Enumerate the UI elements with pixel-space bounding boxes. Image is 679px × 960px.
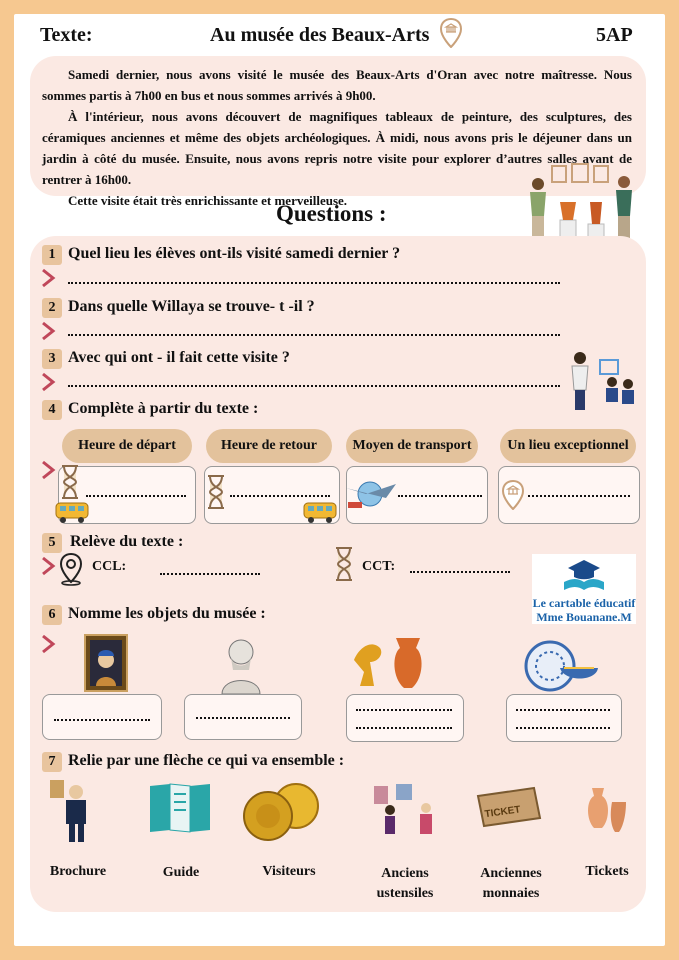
ccl-label: CCL: <box>92 559 127 574</box>
header-label: Texte: <box>40 24 93 46</box>
chevron-right-icon <box>40 268 58 288</box>
match-label-brochure: Brochure <box>49 864 107 879</box>
dots-object-3a <box>356 708 452 711</box>
logo-line-1: Le cartable éducatif <box>532 596 636 610</box>
header <box>0 24 679 54</box>
page-title: Au musée des Beaux-Arts <box>210 24 430 46</box>
guide-person-icon <box>48 778 94 842</box>
coins-icon <box>240 780 322 842</box>
question-7-number: 7 <box>42 752 62 772</box>
dots-departure <box>86 494 186 497</box>
question-2-text: Dans quelle Willaya se trouve- t -il ? <box>68 298 315 315</box>
question-2-number: 2 <box>42 298 62 318</box>
hourglass-icon <box>60 464 80 500</box>
answer-line-cct[interactable] <box>410 570 510 573</box>
chevron-right-icon <box>40 556 58 576</box>
dots-return <box>230 494 330 497</box>
dots-object-4a <box>516 708 610 711</box>
header-return-time: Heure de retour <box>206 429 332 463</box>
ancient-plates-icon <box>524 640 600 692</box>
chevron-right-icon <box>40 372 58 392</box>
paragraph-1: Samedi dernier, nous avons visité le musée des Beaux-Arts d'Oran avec notre maîtresse. Nous sommes partis à 7h00 en bus et nous sommes arrivés à 9h00. <box>42 67 632 103</box>
ancient-utensils-icon <box>582 782 630 840</box>
logo-line-2: Mme Bouanane.M <box>536 610 632 624</box>
bus-icon <box>54 500 90 524</box>
hourglass-icon <box>206 474 226 510</box>
brochure-icon <box>148 782 212 834</box>
publisher-logo <box>532 554 636 624</box>
paragraph-2: À l'intérieur, nous avons découvert de magnifiques tableaux de peinture, des sculptures, des céramiques anciennes et même des objets archéologiques. À midi, nous avons pris le déjeuner dans un jardin à côté du musée. Ensuite, nous avons repris notre visite pour explorer d’autres salles avant de rentrer à 16h00. <box>42 109 632 187</box>
dots-transport <box>398 494 482 497</box>
level-badge: 5AP <box>596 24 633 46</box>
teacher-with-pupils-illustration <box>566 350 638 412</box>
location-pin-icon <box>440 18 462 48</box>
graduation-book-icon <box>560 556 608 594</box>
ceramics-icon <box>350 630 432 692</box>
transport-globe-icon <box>344 476 398 512</box>
museum-pin-icon <box>502 480 524 510</box>
question-6-text: Nomme les objets du musée : <box>68 605 266 622</box>
answer-line-2[interactable] <box>68 333 560 336</box>
chevron-right-icon <box>40 634 58 654</box>
chevron-right-icon <box>40 321 58 341</box>
question-1-text: Quel lieu les élèves ont-ils visité samedi dernier ? <box>68 245 401 262</box>
header-exceptional-place: Un lieu exceptionnel <box>500 429 636 463</box>
question-4-number: 4 <box>42 400 62 420</box>
header-departure-time: Heure de départ <box>62 429 192 463</box>
header-transport: Moyen de transport <box>346 429 478 463</box>
question-5-number: 5 <box>42 533 62 553</box>
question-4-text: Complète à partir du texte : <box>68 400 259 417</box>
hourglass-icon <box>334 546 354 582</box>
chevron-right-icon <box>40 460 58 480</box>
answer-line-1[interactable] <box>68 281 560 284</box>
sculpture-bust-icon <box>216 632 266 694</box>
match-label-tickets: Tickets <box>585 864 629 879</box>
dots-object-1 <box>54 718 150 721</box>
bus-icon <box>302 500 338 524</box>
dots-place <box>528 494 630 497</box>
dots-object-2 <box>196 716 290 719</box>
question-3-text: Avec qui ont - il fait cette visite ? <box>68 349 290 366</box>
answer-cell-object-1[interactable] <box>42 694 162 740</box>
questions-title: Questions : <box>276 201 387 226</box>
dots-object-3b <box>356 726 452 729</box>
location-pin-icon <box>58 552 84 586</box>
paragraph-3: Cette visite était très enrichissante et merveilleuse. <box>68 193 348 208</box>
question-5-text: Relève du texte : <box>70 533 184 550</box>
question-3-number: 3 <box>42 349 62 369</box>
ticket-icon <box>472 786 544 830</box>
answer-line-3[interactable] <box>68 384 560 387</box>
answer-cell-object-4[interactable] <box>506 694 622 742</box>
question-1-number: 1 <box>42 245 62 265</box>
match-label-guide: Guide <box>162 865 200 880</box>
cct-label: CCT: <box>362 559 396 574</box>
answer-line-ccl[interactable] <box>160 572 260 575</box>
painting-icon <box>84 634 128 692</box>
answer-cell-object-3[interactable] <box>346 694 464 742</box>
match-label-visitors: Visiteurs <box>262 864 316 879</box>
match-label-old-coins: Anciennes monnaies <box>480 866 542 901</box>
question-7-text: Relie par une flèche ce qui va ensemble : <box>68 752 345 769</box>
dots-object-4b <box>516 726 610 729</box>
visitors-icon <box>370 780 446 836</box>
question-6-number: 6 <box>42 605 62 625</box>
svg-text:TICKET: TICKET <box>483 804 522 821</box>
match-label-old-utensils: Anciens ustensiles <box>376 866 434 901</box>
